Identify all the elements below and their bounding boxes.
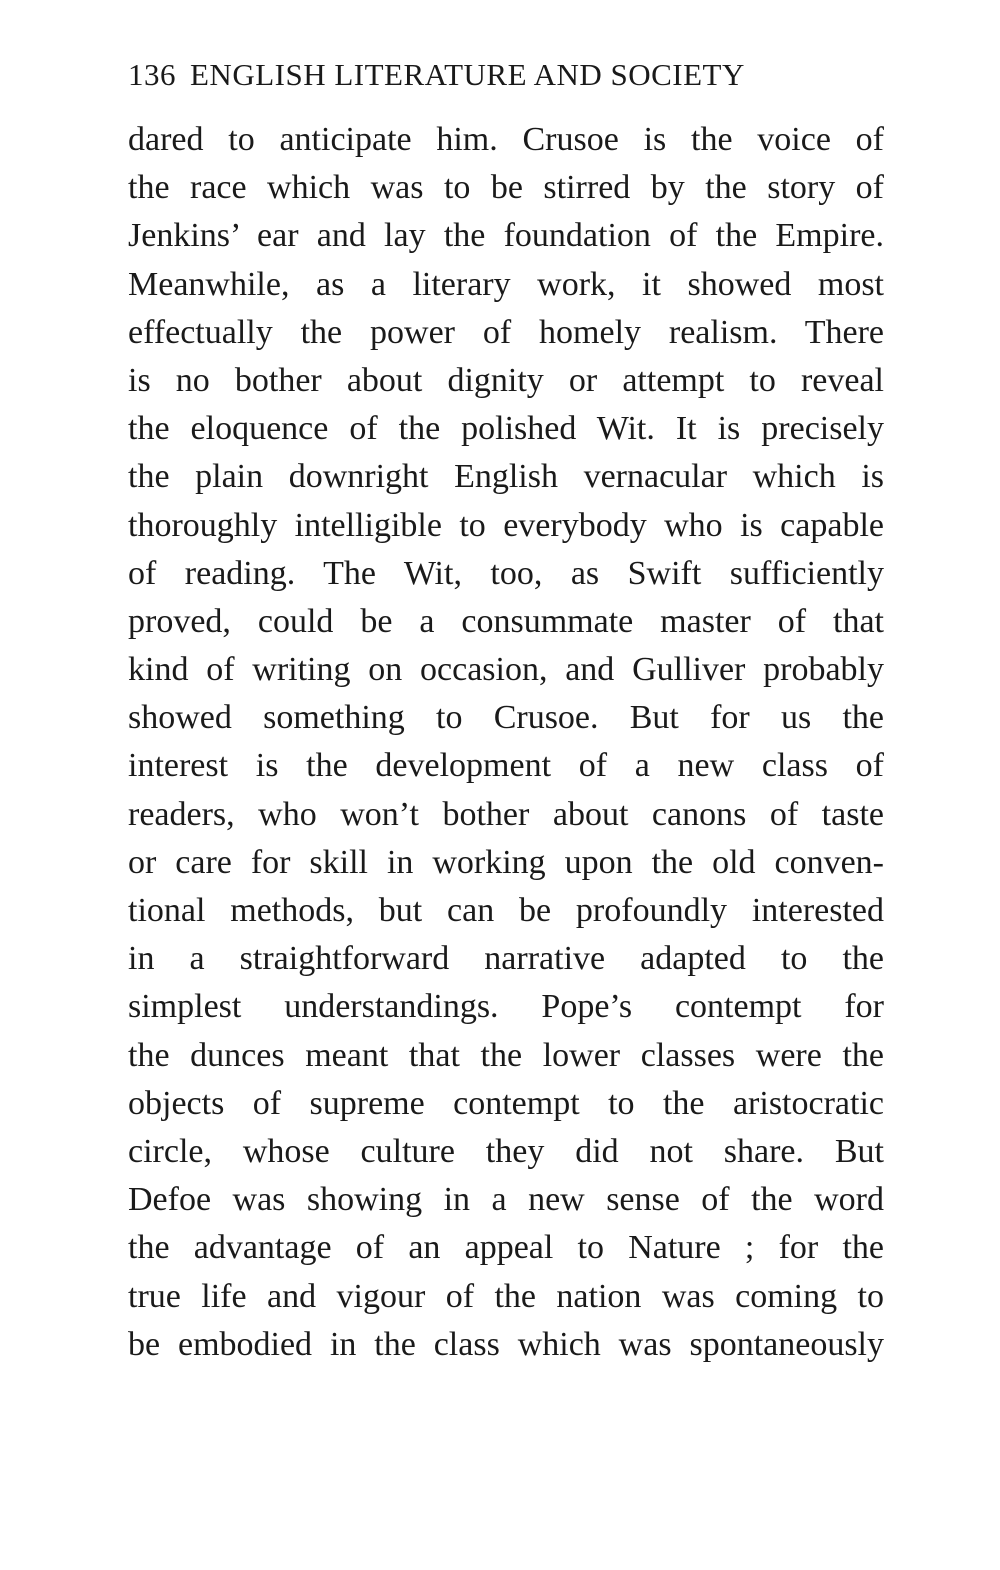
text-line: the race which was to be stirred by the story of <box>128 169 884 207</box>
text-line: Jenkins’ ear and lay the foundation of the Empire. <box>128 217 884 255</box>
text-line: is no bother about dignity or attempt to reveal <box>128 361 884 399</box>
text-line: kind of writing on occasion, and Gulliver probably <box>128 651 884 689</box>
text-line: Defoe was showing in a new sense of the word <box>128 1181 884 1219</box>
text-line: simplest understandings. Pope’s contempt for <box>128 988 884 1026</box>
text-line: true life and vigour of the nation was coming to <box>128 1277 884 1315</box>
text-line: or care for skill in working upon the old conven- <box>128 843 884 881</box>
text-line: thoroughly intelligible to everybody who is capable <box>128 506 884 544</box>
running-title: ENGLISH LITERATURE AND SOCIETY <box>190 57 745 92</box>
text-line: Meanwhile, as a literary work, it showed most <box>128 265 884 303</box>
text-line: objects of supreme contempt to the aristocratic <box>128 1084 884 1122</box>
text-line: tional methods, but can be profoundly interested <box>128 892 884 929</box>
text-line: showed something to Crusoe. But for us the <box>128 699 884 737</box>
text-line: proved, could be a consummate master of that <box>128 602 884 640</box>
page-number: 136 <box>128 57 176 92</box>
text-line: the dunces meant that the lower classes were the <box>128 1036 884 1074</box>
body-text <box>128 116 884 1369</box>
text-line: circle, whose culture they did not share. But <box>128 1132 884 1170</box>
text-line: the eloquence of the polished Wit. It is precisely <box>128 410 884 448</box>
text-line: dared to anticipate him. Crusoe is the voice of <box>128 121 884 158</box>
text-line: the advantage of an appeal to Nature ; for the <box>128 1229 884 1267</box>
text-line: in a straightforward narrative adapted to the <box>128 940 884 978</box>
running-head <box>128 50 888 100</box>
text-line: the plain downright English vernacular which is <box>128 458 884 496</box>
text-line: interest is the development of a new class of <box>128 747 884 785</box>
text-line: of reading. The Wit, too, as Swift sufficiently <box>128 554 884 592</box>
text-line: readers, who won’t bother about canons of taste <box>128 795 884 833</box>
text-line: effectually the power of homely realism. There <box>128 313 884 351</box>
text-line: be embodied in the class which was spontaneously <box>128 1325 884 1363</box>
